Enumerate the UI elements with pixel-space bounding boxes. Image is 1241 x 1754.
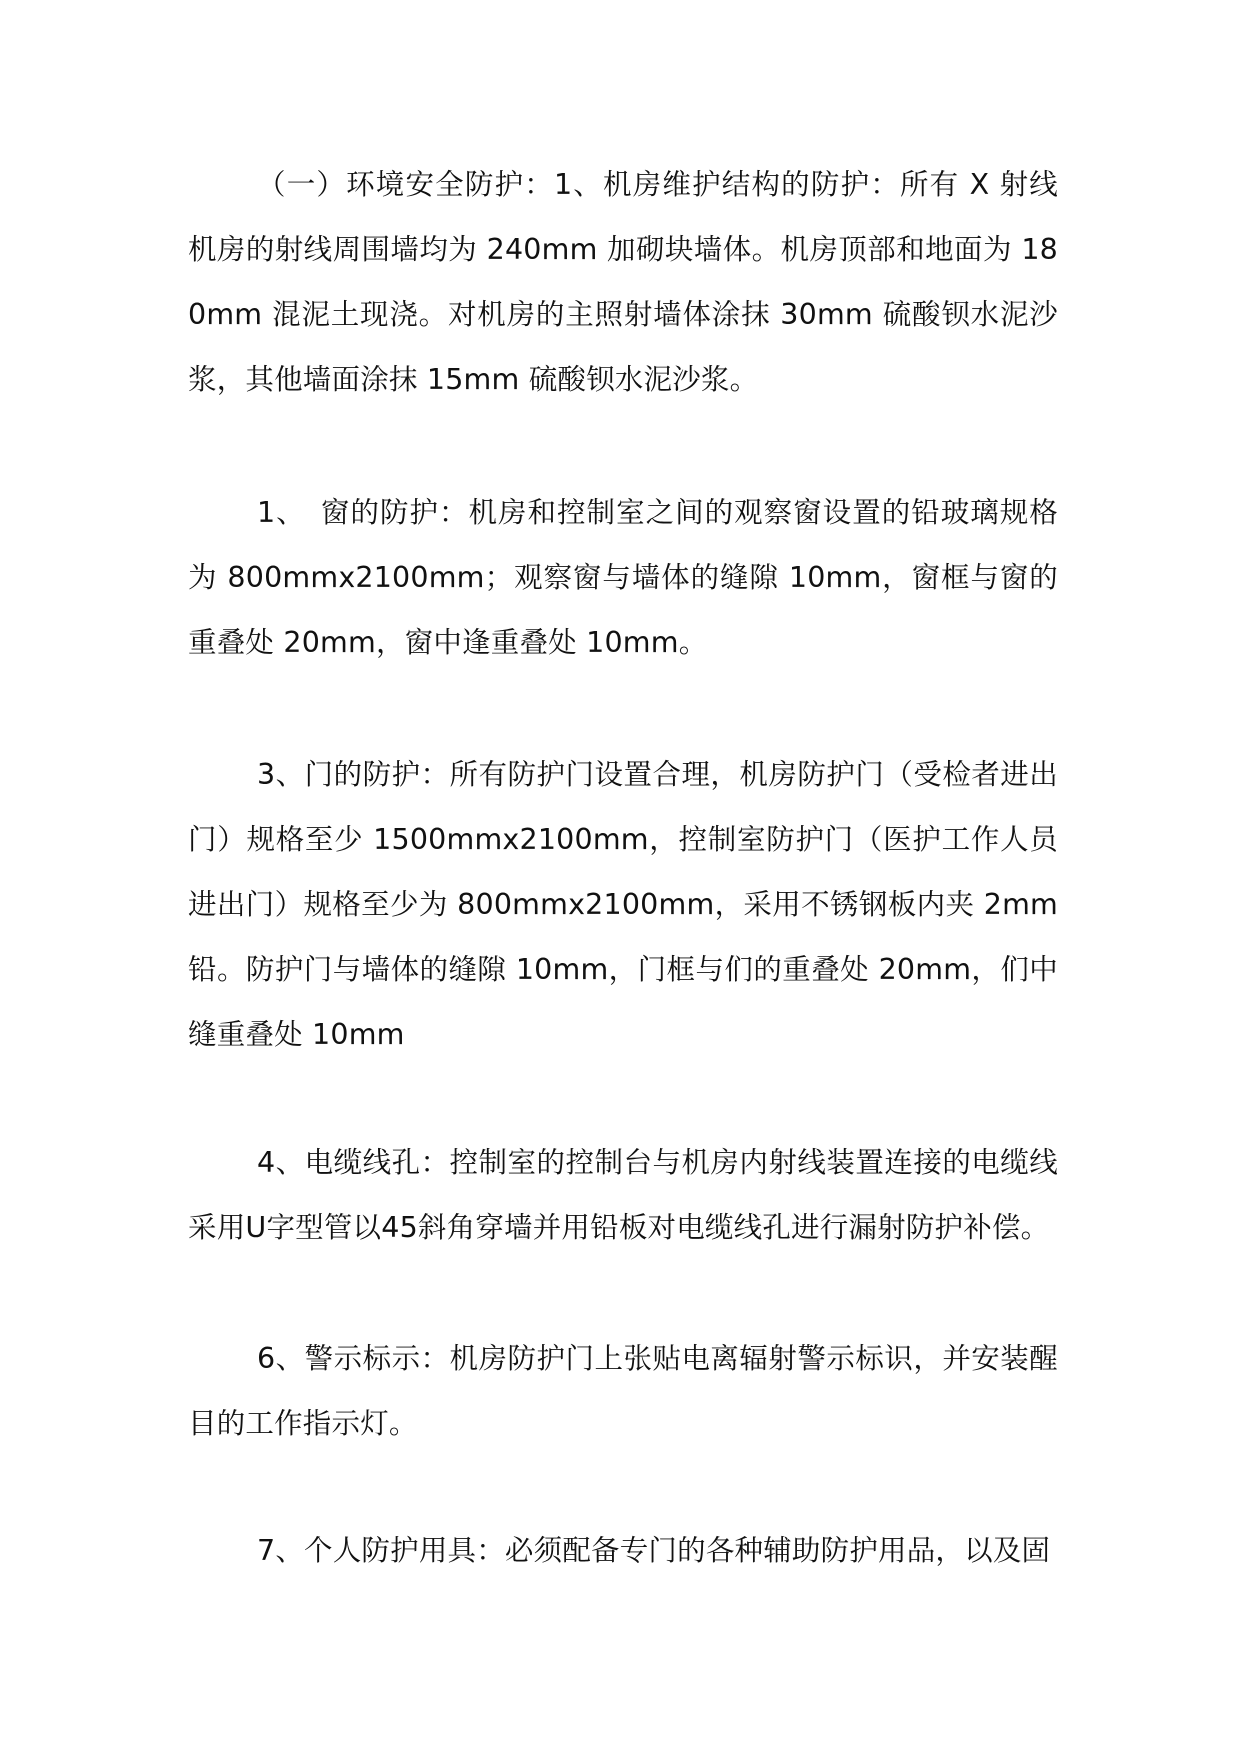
paragraph-personal-protection: 7、个人防护用具：必须配备专门的各种辅助防护用品，以及固: [257, 1534, 1051, 1567]
paragraph-warning-signs: 6、警示标示：机房防护门上张贴电离辐射警示标识，并安装醒目的工作指示灯。: [188, 1342, 1058, 1440]
paragraph-door-protection: 3、门的防护：所有防护门设置合理，机房防护门（受检者进出门）规格至少 1500mmx2100mm，控制室防护门（医护工作人员进出门）规格至少为 800mmx2100mm，采用不锈钢板内夹 2mm 铅。防护门与墙体的缝隙 10mm，门框与们的重叠处 20mm，们中缝重叠处 10mm: [188, 758, 1058, 1051]
paragraph-window-protection: 1、 窗的防护：机房和控制室之间的观察窗设置的铅玻璃规格为 800mmx2100mm；观察窗与墙体的缝隙 10mm，窗框与窗的重叠处 20mm，窗中逢重叠处 10mm。: [188, 496, 1058, 659]
paragraph-environment-protection: （一）环境安全防护：1、机房维护结构的防护：所有 X 射线机房的射线周围墙均为 240mm 加砌块墙体。机房顶部和地面为 180mm 混泥土现浇。对机房的主照射墙体涂抹 30mm 硫酸钡水泥沙浆，其他墙面涂抹 15mm 硫酸钡水泥沙浆。: [188, 168, 1058, 396]
paragraph-cable-holes: 4、电缆线孔：控制室的控制台与机房内射线装置连接的电缆线采用U字型管以45斜角穿墙并用铅板对电缆线孔进行漏射防护补偿。: [188, 1146, 1058, 1244]
